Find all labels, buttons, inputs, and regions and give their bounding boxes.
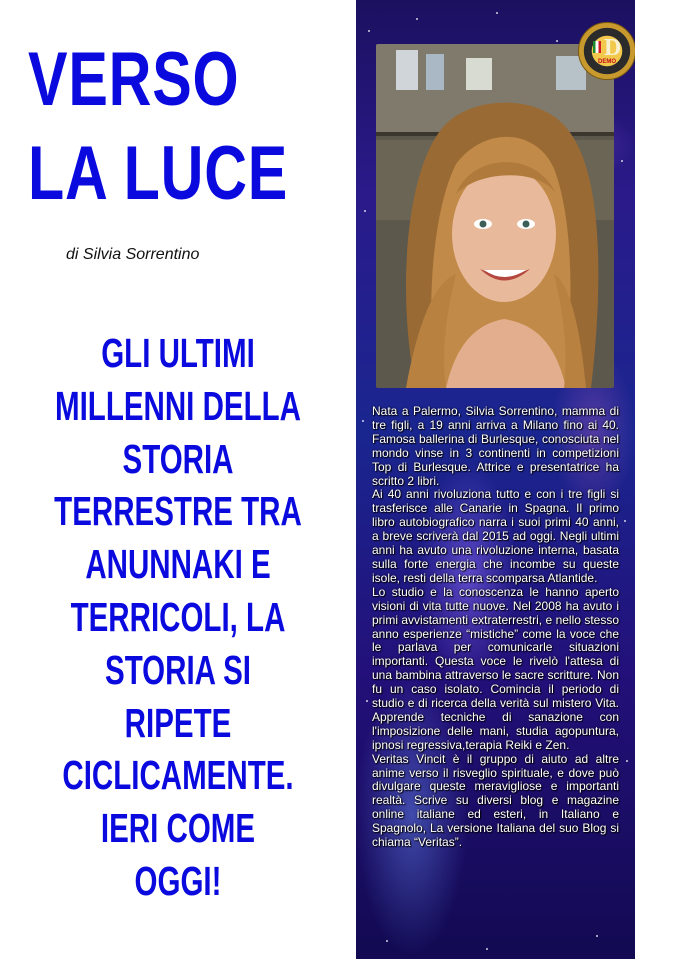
title-line-1: VERSO — [28, 37, 240, 122]
subtitle-line: OGGI! — [134, 857, 222, 904]
subtitle-line: CICLICAMENTE. — [62, 752, 294, 799]
bio-paragraph: Lo studio e la conoscenza le hanno aperto visioni di vita tutte nuove. Nel 2008 ha avuto i primi avvistamenti extraterrestri, e nello stesso anno esperienze “mistiche” come la voce che le parlava per comunicarle situazioni importanti. Questa voce le rivelò l'attesa di una bambina attraverso le sacre scritture. Non fu un caso isolato. Comincia il periodo di studio e di ricerca della verità sul mistero Vita. Apprende tecniche di sanazione con l'imposizione delle mani, studia agopuntura, ipnosi regressiva,terapia Reiki e Zen. — [372, 584, 619, 752]
subtitle-line: TERRICOLI, LA — [70, 593, 286, 640]
bio-paragraph: Ai 40 anni rivoluziona tutto e con i tre figli si trasferisce alle Canarie in Spagna. Il primo libro autobiografico narra i suoi primi 40 anni, a breve scriverà dal 2015 ad oggi. Negli ultimi anni ha avuto una rivoluzione interna, basata sulla forte energia che incombe su queste isole, resti della terra scomparsa Atlantide. — [372, 487, 619, 585]
publisher-logo — [578, 22, 635, 80]
author-byline: di Silvia Sorrentino — [66, 246, 200, 263]
subtitle-line: RIPETE — [124, 699, 232, 746]
subtitle-line: IERI COME — [100, 805, 256, 852]
subtitle-line: GLI ULTIMI — [101, 330, 255, 376]
italian-flag-icon — [593, 41, 601, 53]
subtitle-line: TERRESTRE TRA — [54, 488, 302, 535]
subtitle-line: STORIA — [122, 435, 234, 482]
bio-paragraph: Veritas Vincit è il gruppo di aiuto ad altre anime verso il risveglio spirituale, e dove può divulgare queste meravigliose e importanti realtà. Scrive su diversi blog e magazine online italiane ed esteri, in Italiano e Spagnolo, La versione Italiana del suo Blog si chiama “Veritas”. — [372, 751, 619, 850]
logo-ring-text: DEMO — [598, 59, 616, 65]
page-margin — [635, 0, 682, 959]
subtitle-line: MILLENNI DELLA — [55, 382, 301, 429]
logo-letter: D — [604, 35, 622, 61]
subtitle-line: STORIA SI — [104, 646, 251, 693]
author-bio — [372, 405, 619, 850]
subtitle — [0, 327, 356, 908]
author-bio-panel — [356, 0, 635, 959]
subtitle-line: ANUNNAKI E — [85, 541, 271, 588]
author-portrait — [376, 44, 614, 388]
bio-paragraph: Nata a Palermo, Silvia Sorrentino, mamma di tre figli, a 19 anni arriva a Milano fino ai 40. Famosa ballerina di Burlesque, conosciuta nel mondo vinse in 3 continenti in competizioni Top di Burlesque. Attrice e presentatrice ha scritto 2 libri. — [372, 404, 619, 488]
title-line-2: LA LUCE — [28, 131, 289, 216]
